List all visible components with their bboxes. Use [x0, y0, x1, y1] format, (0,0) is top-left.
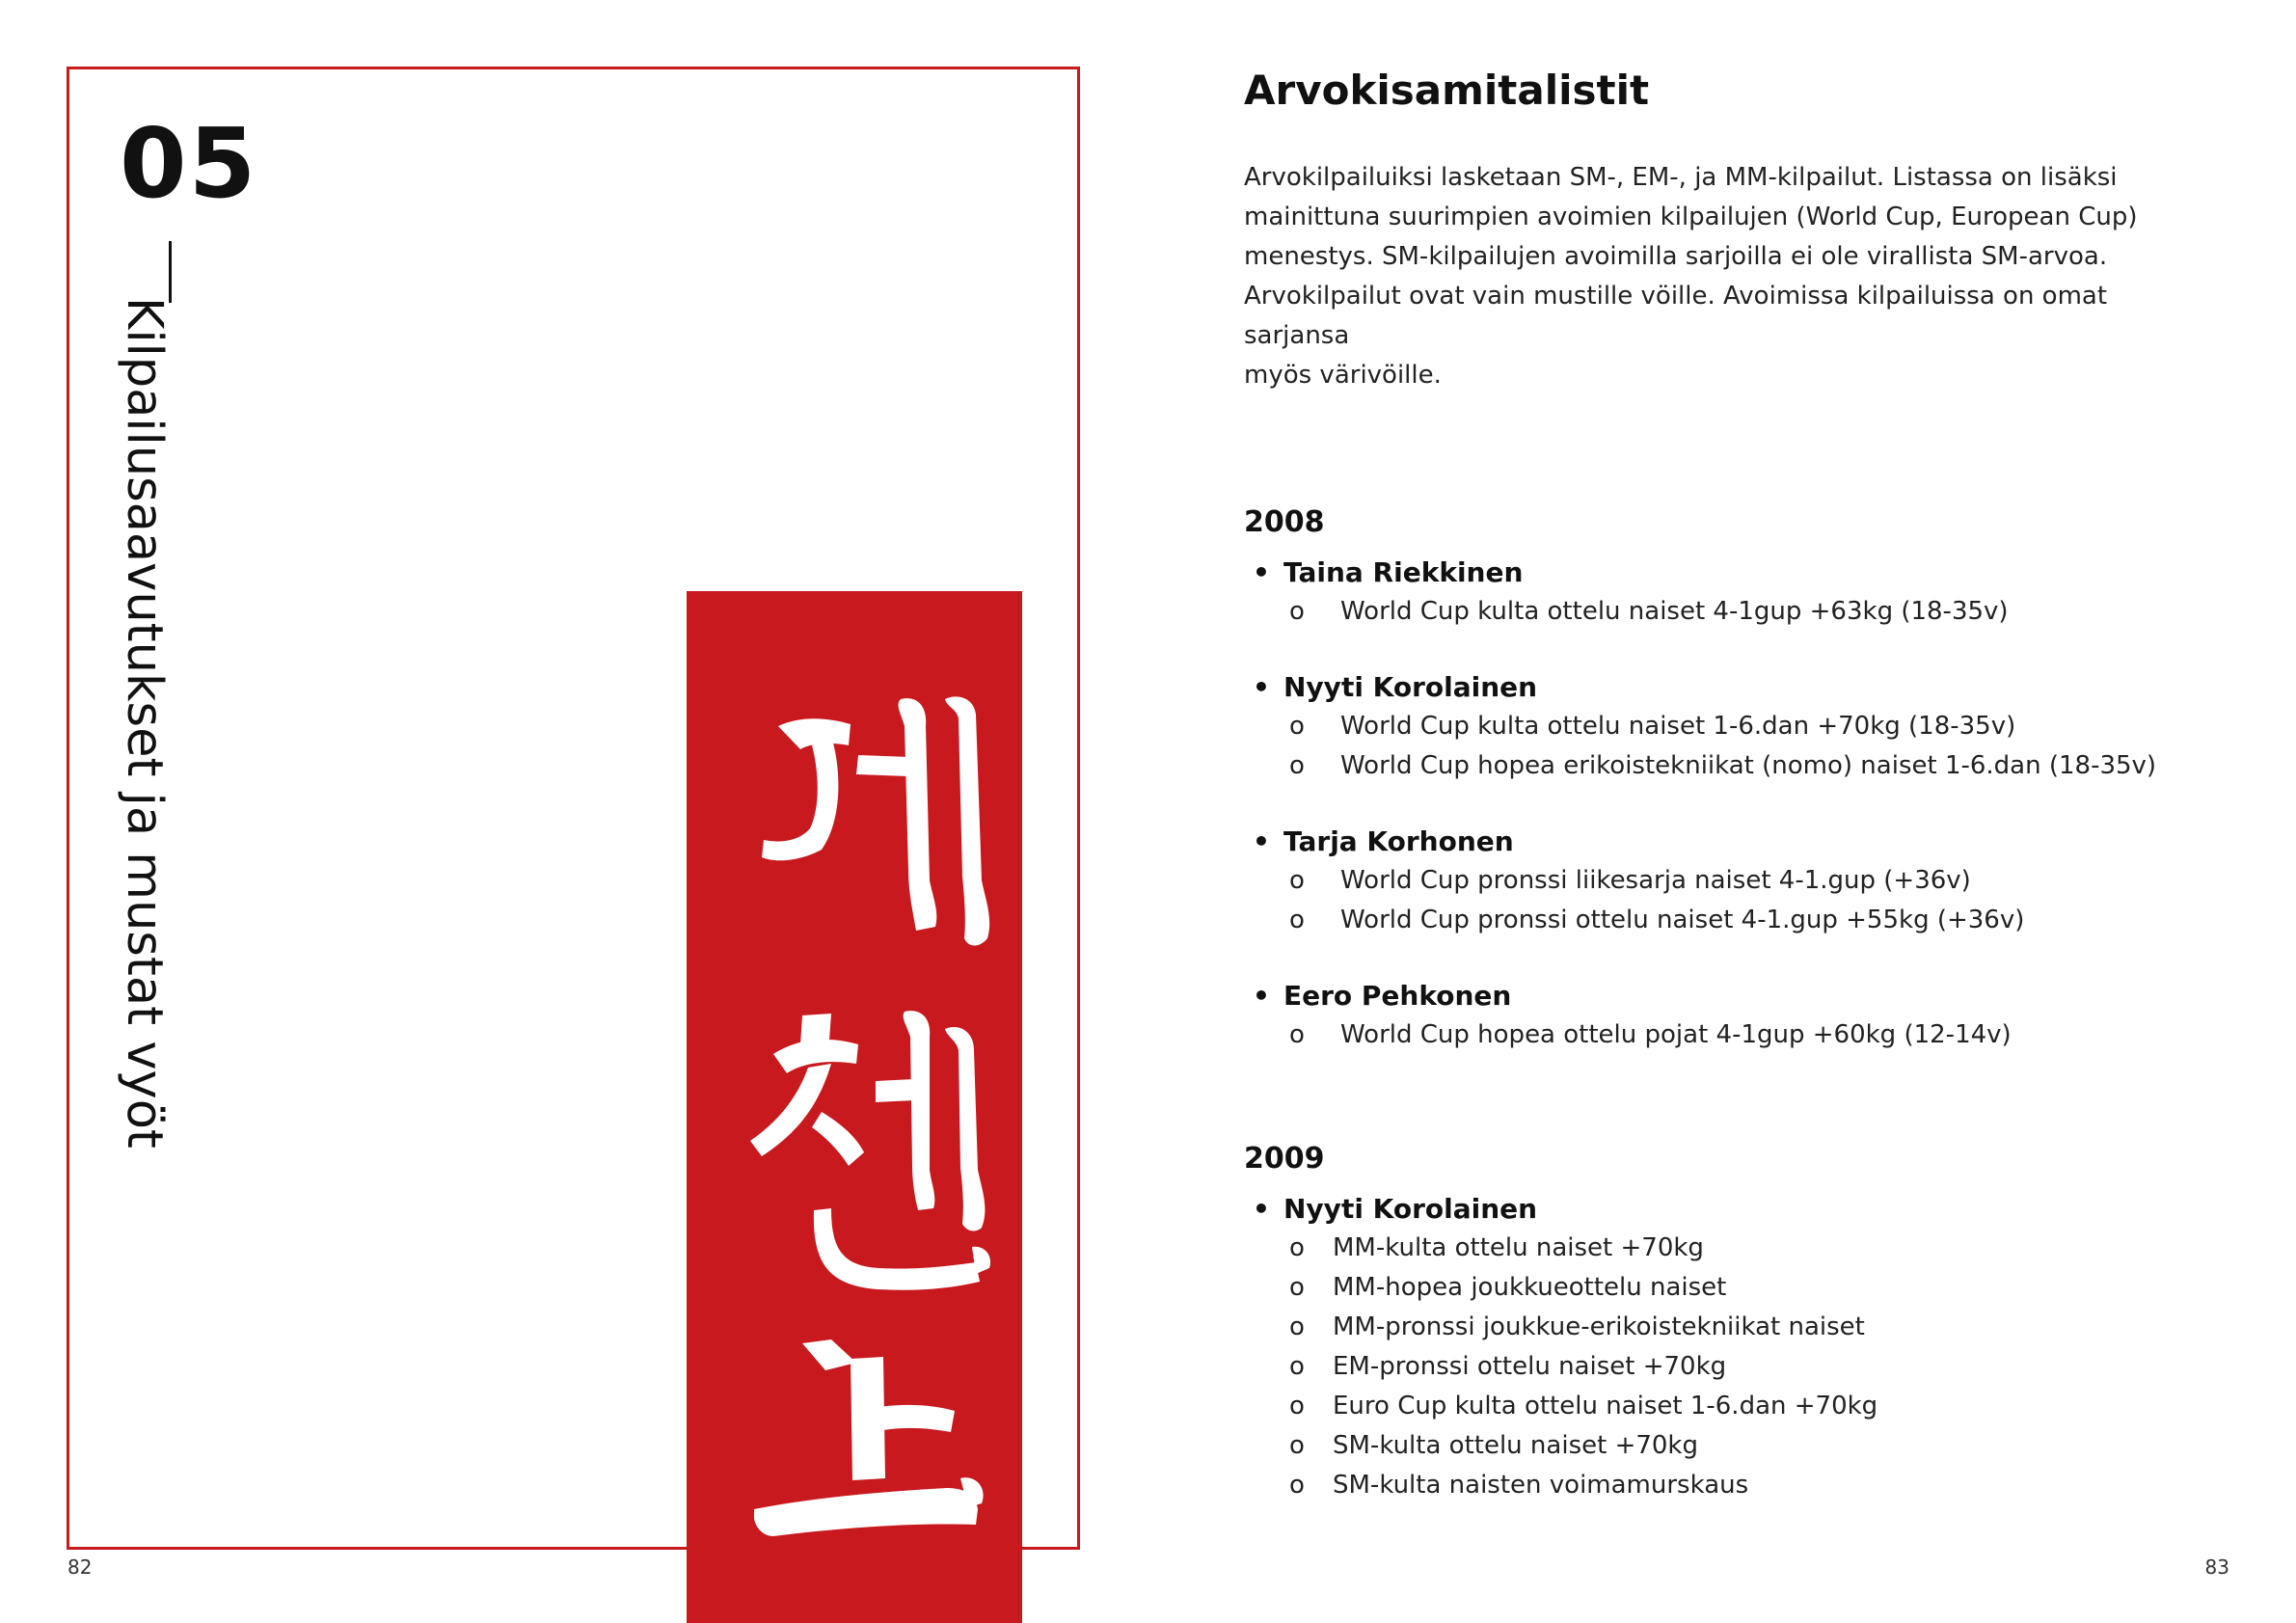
sub-bullet-icon: o	[1289, 597, 1305, 626]
sub-bullet-icon: o	[1289, 1312, 1305, 1341]
sub-bullet-icon: o	[1289, 1431, 1305, 1460]
athlete-name	[1253, 1190, 2218, 1229]
athlete-entry	[1244, 668, 2218, 786]
page-heading: Arvokisamitalistit	[1244, 67, 1650, 114]
athlete-entry	[1244, 823, 2218, 940]
athlete-entry	[1244, 977, 2218, 1055]
result-item	[1244, 707, 2218, 746]
result-text: MM-pronssi joukkue-erikoistekniikat naiset	[1333, 1312, 1865, 1341]
result-text: World Cup pronssi ottelu naiset 4-1.gup +55kg (+36v)	[1340, 906, 2025, 934]
sub-bullet-icon: o	[1289, 1273, 1305, 1302]
sub-bullet-icon: o	[1289, 1233, 1305, 1262]
athlete-name-text: Eero Pehkonen	[1283, 980, 1512, 1012]
athlete-name	[1253, 668, 2218, 707]
chapter-title: Kilpailusaavutukset ja mustat vyöt	[116, 297, 173, 1149]
athlete-name	[1253, 823, 2218, 861]
result-item	[1244, 861, 2218, 901]
sub-bullet-icon: o	[1289, 1352, 1305, 1381]
result-item	[1244, 1229, 2218, 1268]
calligraphy-logo	[687, 591, 1022, 1623]
chapter-number: 05	[120, 107, 258, 220]
results-list	[1244, 1015, 2218, 1055]
bullet-icon: •	[1253, 556, 1270, 588]
sub-bullet-icon: o	[1289, 906, 1305, 934]
bullet-icon: •	[1253, 671, 1270, 703]
year-list	[1244, 501, 2218, 1505]
year-section	[1244, 501, 2218, 1055]
results-list	[1244, 1229, 2218, 1505]
athlete-name-text: Tarja Korhonen	[1283, 825, 1514, 857]
result-item	[1244, 746, 2218, 786]
result-text: World Cup hopea ottelu pojat 4-1gup +60kg (12-14v)	[1340, 1020, 2012, 1049]
sub-bullet-icon: o	[1289, 1392, 1305, 1420]
sub-bullet-icon: o	[1289, 1020, 1305, 1049]
right-page-content	[1244, 64, 2218, 1505]
bullet-icon: •	[1253, 980, 1270, 1012]
results-list	[1244, 861, 2218, 940]
year-heading: 2008	[1244, 505, 1325, 539]
sub-bullet-icon: o	[1289, 751, 1305, 780]
year-heading: 2009	[1244, 1142, 1325, 1176]
athlete-name-text: Nyyti Korolainen	[1283, 1193, 1538, 1225]
result-text: World Cup kulta ottelu naiset 4-1gup +63kg (18-35v)	[1340, 597, 2009, 626]
year-section	[1244, 1138, 2218, 1505]
sub-bullet-icon: o	[1289, 866, 1305, 895]
intro-paragraph: Arvokilpailuiksi lasketaan SM-, EM-, ja MM-kilpailut. Listassa on lisäksi mainittuna suurimpien avoimien kilpailujen (World Cup, European Cup) menestys. SM-kilpailujen avoimilla sarjoilla ei ole virallista SM-arvoa. Arvokilpailut ovat vain mustille vöille. Avoimissa kilpailuissa on omat sarjansa myös värivöille.	[1244, 163, 2138, 390]
result-text: Euro Cup kulta ottelu naiset 1-6.dan +70kg	[1333, 1392, 1878, 1420]
bullet-icon: •	[1253, 825, 1270, 857]
result-text: SM-kulta naisten voimamurskaus	[1333, 1471, 1749, 1500]
result-text: World Cup pronssi liikesarja naiset 4-1.gup (+36v)	[1340, 866, 1971, 895]
result-text: EM-pronssi ottelu naiset +70kg	[1333, 1352, 1727, 1381]
bullet-icon: •	[1253, 1193, 1270, 1225]
result-text: MM-hopea joukkueottelu naiset	[1333, 1273, 1727, 1302]
result-item	[1244, 592, 2218, 632]
result-text: SM-kulta ottelu naiset +70kg	[1333, 1431, 1698, 1460]
page-number-right: 83	[2204, 1555, 2229, 1579]
result-item	[1244, 1387, 2218, 1426]
sub-bullet-icon: o	[1289, 1471, 1305, 1500]
result-item	[1244, 1466, 2218, 1505]
result-item	[1244, 1347, 2218, 1387]
result-text: MM-kulta ottelu naiset +70kg	[1333, 1233, 1704, 1262]
results-list	[1244, 592, 2218, 632]
result-item	[1244, 901, 2218, 940]
result-item	[1244, 1015, 2218, 1055]
result-text: World Cup kulta ottelu naiset 1-6.dan +70kg (18-35v)	[1340, 712, 2016, 741]
result-item	[1244, 1268, 2218, 1308]
athlete-name-text: Nyyti Korolainen	[1283, 671, 1538, 703]
result-text: World Cup hopea erikoistekniikat (nomo) naiset 1-6.dan (18-35v)	[1340, 751, 2157, 780]
athlete-name-text: Taina Riekkinen	[1283, 556, 1524, 588]
athlete-entry	[1244, 1190, 2218, 1505]
result-item	[1244, 1308, 2218, 1347]
athlete-name	[1253, 554, 2218, 592]
results-list	[1244, 707, 2218, 786]
sub-bullet-icon: o	[1289, 712, 1305, 741]
page-number-left: 82	[68, 1555, 93, 1579]
title-divider	[169, 241, 172, 303]
athlete-entry	[1244, 554, 2218, 632]
calligraphy-banner	[687, 591, 1022, 1623]
result-item	[1244, 1426, 2218, 1466]
athlete-name	[1253, 977, 2218, 1015]
